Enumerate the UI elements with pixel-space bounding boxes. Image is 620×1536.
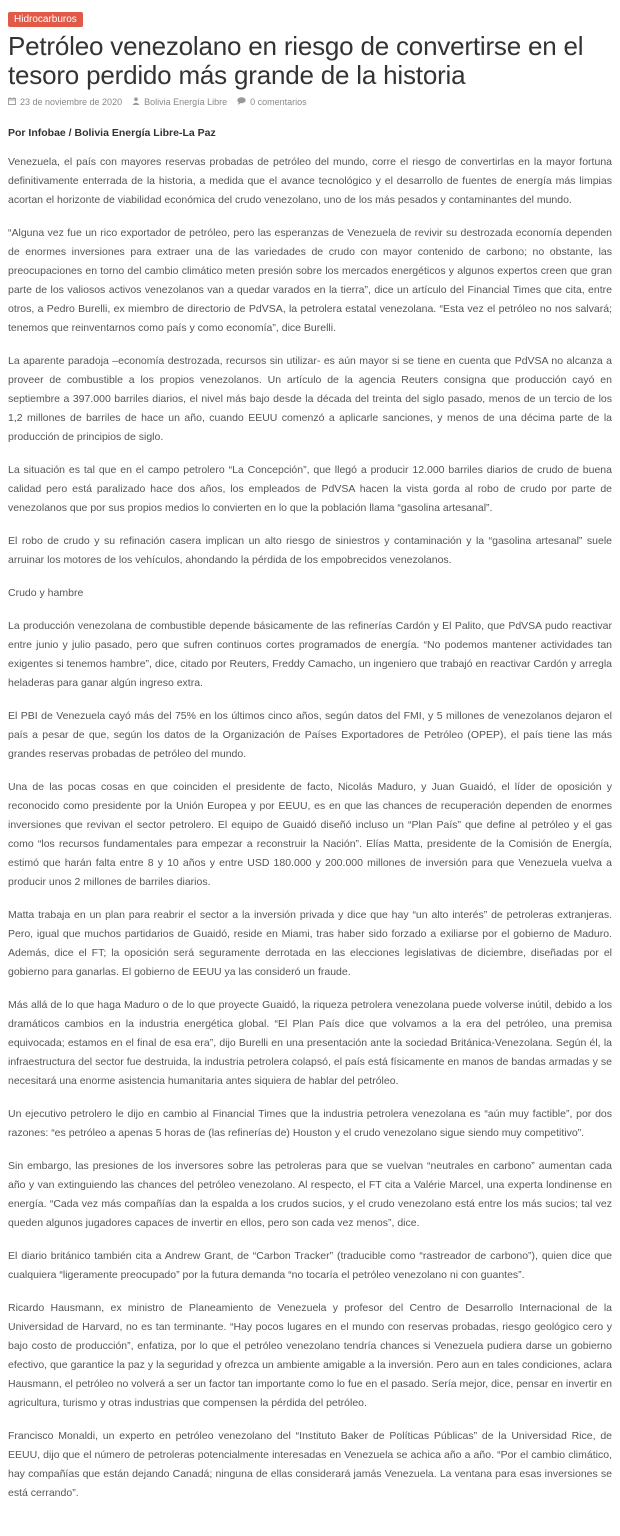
paragraph: Matta trabaja en un plan para reabrir el sector a la inversión privada y dice que hay “un alto interés” de petroleras extranjeras. Pero, igual que muchos partidarios de Guaidó, reside en Miami, tras haber sido forzado a exiliarse por el gobierno de Maduro. Además, dice el FT; la oposición será seguramente derrotada en las elecciones legislativas de diciembre, diseñadas por el gobierno para ganarlas. El gobierno de EEUU ya las consideró un fraude. [8, 909, 612, 978]
meta-author[interactable] [132, 97, 227, 107]
meta-author-link[interactable]: Bolivia Energía Libre [144, 97, 228, 107]
byline: Por Infobae / Bolivia Energía Libre-La Paz [8, 127, 216, 139]
paragraph: Venezuela, el país con mayores reservas probadas de petróleo del mundo, corre el riesgo de convertirlas en la mayor fortuna definitivamente enterrada de la historia, a medida que el avance tecnológico y el desarrollo de fuentes de energía más limpias acortan el horizonte de viabilidad económica del crudo venezolano, uno de los más pesados y contaminantes del mundo. [8, 156, 612, 206]
paragraph: El diario británico también cita a Andrew Grant, de “Carbon Tracker” (traducible como “rastreador de carbono”), quien dice que cualquiera “ligeramente preocupado” por la futura demanda “no tocaría el petróleo venezolano ni con guantes”. [8, 1250, 612, 1281]
article-meta [8, 97, 612, 107]
meta-date-text: 23 de noviembre de 2020 [20, 97, 123, 107]
paragraph: Más allá de lo que haga Maduro o de lo que proyecte Guaidó, la riqueza petrolera venezolana puede volverse inútil, debido a los dramáticos cambios en la industria energética global. “El Plan País dice que volvamos a la era del petróleo, una premisa equivocada; estamos en el final de esa era”, dijo Burelli en una presentación ante la sociedad Británica-Venezolana. Según él, la infraestructura del sector fue destruida, la industria petrolera colapsó, el país está físicamente en manos de bandas armadas y se necesitará una enorme asistencia humanitaria antes siquiera de hablar del petróleo. [8, 999, 612, 1087]
paragraph: El PBI de Venezuela cayó más del 75% en los últimos cinco años, según datos del FMI, y 5 millones de venezolanos dejaron el país a pesar de que, según los datos de la Organización de Países Exportadores de Petróleo (OPEP), el país tiene las más grandes reservas probadas de petróleo del mundo. [8, 710, 612, 760]
meta-comments[interactable] [237, 97, 307, 107]
meta-date [8, 97, 122, 107]
meta-comments-link[interactable]: 0 comentarios [250, 97, 307, 107]
paragraph: Francisco Monaldi, un experto en petróleo venezolano del “Instituto Baker de Políticas Públicas” de la Universidad Rice, de EEUU, dijo que el número de petroleras potencialmente interesadas en Venezuela se achica año a año. “Por el cambio climático, hay compañías que están dejando Canadá; ninguna de ellas considerará jamás Venezuela. La ventana para esas inversiones se está cerrando”. [8, 1430, 612, 1499]
paragraph: Sin embargo, las presiones de los inversores sobre las petroleras para que se vuelvan “neutrales en carbono” aumentan cada año y van extinguiendo las chances del petróleo venezolano. Al respecto, el FT cita a Valérie Marcel, una experta londinense en energía. “Cada vez más compañías dan la espalda a los crudos sucios, y el crudo venezolano está entre los más sucios; tal vez queden algunos jugadores capaces de invertir en ellos, pero son cada vez menos”, dice. [8, 1160, 612, 1229]
calendar-icon [8, 97, 16, 107]
paragraph: Una de las pocas cosas en que coinciden el presidente de facto, Nicolás Maduro, y Juan Guaidó, el líder de oposición y reconocido como presidente por la Unión Europea y por EEUU, es en que las chances de recuperación dependen de enormes inversiones que revivan el sector petrolero. El equipo de Guaidó diseñó incluso un “Plan País” que define al petróleo y el gas como “los recursos fundamentales para empezar a reconstruir la Nación”. Elías Matta, presidente de la Comisión de Energía, estimó que harán falta entre 8 y 10 años y entre USD 180.000 y 200.000 millones de inversión para que Venezuela vuelva a producir unos 2 millones de barriles diarios. [8, 781, 612, 888]
article-title: Petróleo venezolano en riesgo de convertirse en el tesoro perdido más grande de la historia [8, 31, 584, 90]
paragraph: El robo de crudo y su refinación casera implican un alto riesgo de siniestros y contaminación y la “gasolina artesanal” suele arruinar los motores de los vehículos, ahondando la pérdida de los empobrecidos venezolanos. [8, 535, 612, 566]
section-subheading: Crudo y hambre [8, 587, 84, 599]
paragraph: “Alguna vez fue un rico exportador de petróleo, pero las esperanzas de Venezuela de revivir su destrozada economía dependen de enormes inversiones para extraer una de las variedades de crudo con mayor contenido de carbono; no obstante, las preocupaciones en torno del cambio climático meten presión sobre los mercados energéticos y algunos expertos creen que gran parte de los valiosos activos venezolanos van a quedar varados en la tierra”, dice un artículo del Financial Times que cita, entre otros, a Pedro Burelli, ex miembro de directorio de PdVSA, la petrolera estatal venezolana. “Esta vez el petróleo no nos salvará; tenemos que reinventarnos como país y como economía”, dice Burelli. [8, 227, 612, 334]
user-icon [132, 97, 140, 107]
paragraph: La situación es tal que en el campo petrolero “La Concepción”, que llegó a producir 12.000 barriles diarios de crudo de buena calidad pero está paralizado hace dos años, los empleados de PdVSA hacen la vista gorda al robo de crudo por parte de venezolanos que por sus propios medios lo convierten en lo que la población llama “gasolina artesanal”. [8, 464, 612, 514]
paragraph: La aparente paradoja –economía destrozada, recursos sin utilizar- es aún mayor si se tiene en cuenta que PdVSA no alcanza a proveer de combustible a los propios venezolanos. Un artículo de la agencia Reuters consigna que producción cayó en septiembre a 397.000 barriles diarios, el nivel más bajo desde la década del treinta del siglo pasado, menos de un tercio de los 1,2 millones de barriles de hace un año, cuando EEUU comenzó a aplicarle sanciones, y menos de una décima parte de la producción de principios de siglo. [8, 355, 612, 443]
paragraph: Un ejecutivo petrolero le dijo en cambio al Financial Times que la industria petrolera venezolana es “aún muy factible”, por dos razones: “es petróleo a apenas 5 horas de (las refinerías de) Houston y el crudo venezolano sigue siendo muy competitivo”. [8, 1108, 612, 1139]
paragraph: La producción venezolana de combustible depende básicamente de las refinerías Cardón y El Palito, que PdVSA pudo reactivar entre junio y julio pasado, pero que sufren continuos cortes programados de energía. “No podemos mantener actividades tan exigentes si tenemos hambre”, dice, citado por Reuters, Freddy Camacho, un ingeniero que trabajó en reactivar Cardón y arregla heladeras para ganar algún ingreso extra. [8, 620, 612, 689]
paragraph: Ricardo Hausmann, ex ministro de Planeamiento de Venezuela y profesor del Centro de Desarrollo Internacional de la Universidad de Harvard, no es tan terminante. “Hay pocos lugares en el mundo con reservas probadas, riesgo geológico cero y bajo costo de producción”, enfatiza, por lo que el petróleo venezolano tendría chances si Venezuela pudiera darse un gobierno efectivo, que garantice la paz y la seguridad y ofrezca un ambiente amigable a la inversión. Pero aun en tales condiciones, aclara Hausmann, el petróleo no volverá a ser un factor tan importante como lo fue en el pasado. Sería mejor, dice, pensar en invertir en agricultura, turismo y otras industrias que compensen la pérdida del petróleo. [8, 1302, 612, 1409]
category-badge[interactable]: Hidrocarburos [8, 12, 83, 27]
comment-icon [237, 97, 246, 107]
article-body [8, 153, 612, 1503]
